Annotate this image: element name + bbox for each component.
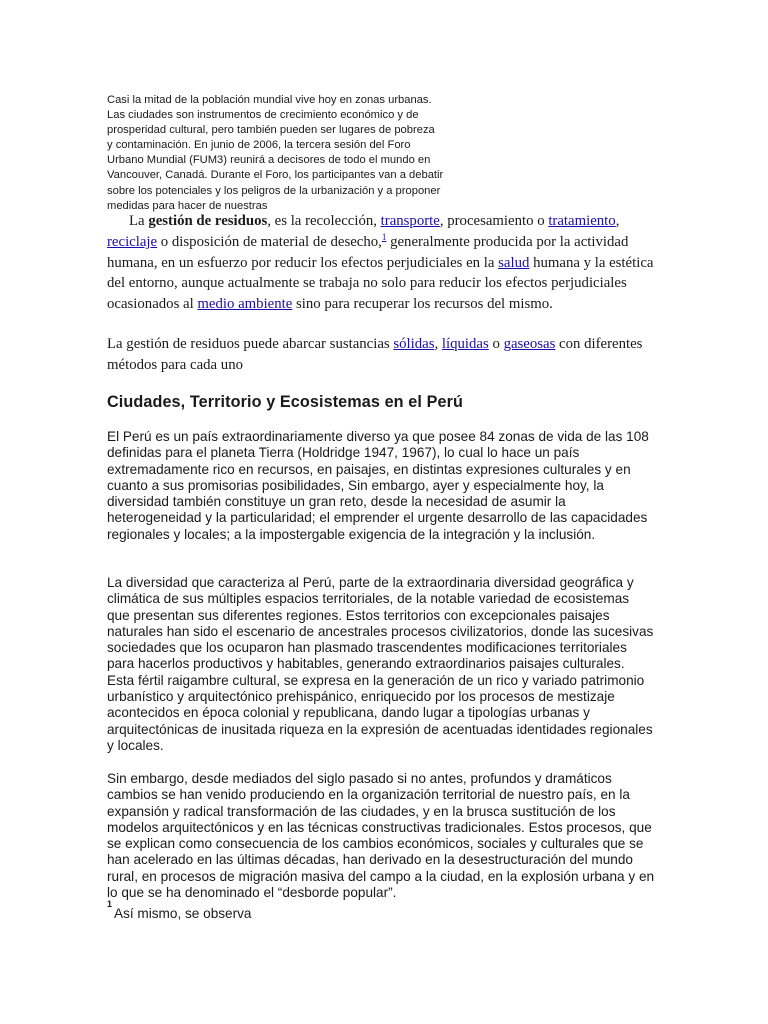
- text-run: , procesamiento o: [439, 213, 549, 229]
- text-run: con diferentes métodos para cada uno: [107, 336, 643, 373]
- reference-link[interactable]: 1: [381, 231, 387, 242]
- link-salud[interactable]: salud: [498, 254, 530, 271]
- section-heading: Ciudades, Territorio y Ecosistemas en el Perú: [107, 393, 463, 411]
- intro-line: Urbano Mundial (FUM3) reunirá a decisores de todo el mundo en: [107, 154, 431, 167]
- footnote-text: Así mismo, se observa: [114, 906, 252, 921]
- text-run: o disposición de material de desecho,: [157, 233, 382, 250]
- text-run: ,: [434, 336, 442, 352]
- text-run: humana y la estética del entorno, aunque actualmente se trabaja no solo para reducir los efectos perjudiciales ocasionados al: [107, 254, 654, 313]
- gestion-paragraph: [107, 211, 655, 315]
- link-reciclaje[interactable]: reciclaje: [107, 233, 158, 250]
- intro-line: Vancouver, Canadá. Durante el Foro, los participantes van a debatir: [107, 169, 444, 182]
- peru-paragraph-2: La diversidad que caracteriza al Perú, parte de la extraordinaria diversidad geográfica y climática de sus múltiples espacios territoriales, de la notable variedad de ecosistemas que presentan sus diferentes regiones. Estos territorios con excepcionales paisajes naturales han sido el escenario de ancestrales procesos civilizatorios, donde las sucesivas sociedades que los ocuparon han plasmado trascendentes modificaciones territoriales para hacerlos productivos y habitables, generando extraordinarios paisajes culturales. Esta fértil raigambre cultural, se expresa en la generación de un rico y variado patrimonio urbanístico y arquitectónico prehispánico, enriquecido por los procesos de mestizaje acontecidos en época colonial y republicana, dando lugar a tipologías urbanas y arquitectónicas de inusitada riqueza en la expresión de acentuadas identidades regionales y locales.: [107, 575, 654, 753]
- link-liquidas[interactable]: líquidas: [441, 336, 489, 352]
- link-medio-ambiente[interactable]: medio ambiente: [197, 296, 293, 313]
- intro-line: y contaminación. En junio de 2006, la tercera sesión del Foro: [107, 139, 411, 152]
- intro-line: sobre los potenciales y los peligros de la urbanización y a proponer: [107, 184, 441, 197]
- intro-line: medidas para hacer de nuestras: [107, 199, 268, 212]
- peru-paragraph-3: Sin embargo, desde mediados del siglo pasado si no antes, profundos y dramáticos cambios se han venido produciendo en la organización territorial de nuestro país, en la expansión y radical transformación de las ciudades, y en la brusca sustitución de los modelos arquitectónicos y en las técnicas constructivas tradicionales. Estos procesos, que se explican como consecuencia de los cambios económicos, sociales y culturales que se han acelerado en las últimas décadas, han derivado en la desestructuración del mundo rural, en procesos de migración masiva del campo a la ciudad, en la explosión urbana y en lo que se ha denominado el “desborde popular”.: [107, 771, 655, 901]
- text-run: o: [488, 336, 504, 352]
- text-run: La: [129, 213, 149, 229]
- intro-paragraph: [107, 93, 452, 214]
- gestion-sustancias-paragraph: [107, 334, 655, 376]
- link-tratamiento[interactable]: tratamiento: [548, 213, 616, 229]
- text-run: sino para recuperar los recursos del mismo.: [292, 296, 553, 313]
- peru-paragraph-1: El Perú es un país extraordinariamente diverso ya que posee 84 zonas de vida de las 108 definidas para el planeta Tierra (Holdridge 1947, 1967), lo cual lo hace un país extremadamente rico en recursos, en paisajes, en distintas expresiones culturales y en cuanto a sus promisorias posibilidades, Sin embargo, ayer y especialmente hoy, la diversidad también constituye un gran reto, desde la necesidad de asumir la heterogeneidad y la particularidad; el emprender el urgente desarrollo de las capacidades regionales y locales; a la impostergable exigencia de la integración y la inclusión.: [107, 429, 649, 542]
- intro-line: prosperidad cultural, pero también pueden ser lugares de pobreza: [107, 124, 435, 137]
- link-solidas[interactable]: sólidas: [393, 336, 435, 352]
- text-run: ,: [615, 213, 620, 229]
- footnote-marker: 1: [107, 899, 113, 909]
- link-transporte[interactable]: transporte: [380, 213, 440, 229]
- bold-term: gestión de residuos: [148, 213, 268, 229]
- text-run: La gestión de residuos puede abarcar sustancias: [107, 336, 394, 352]
- text-run: generalmente producida por la actividad humana, en un esfuerzo por reducir los efectos perjudiciales en la: [107, 233, 629, 271]
- intro-line: Las ciudades son instrumentos de crecimiento económico y de: [107, 109, 419, 122]
- text-run: , es la recolección,: [267, 213, 381, 229]
- intro-line: Casi la mitad de la población mundial vive hoy en zonas urbanas.: [107, 94, 432, 106]
- link-gaseosas[interactable]: gaseosas: [503, 336, 556, 352]
